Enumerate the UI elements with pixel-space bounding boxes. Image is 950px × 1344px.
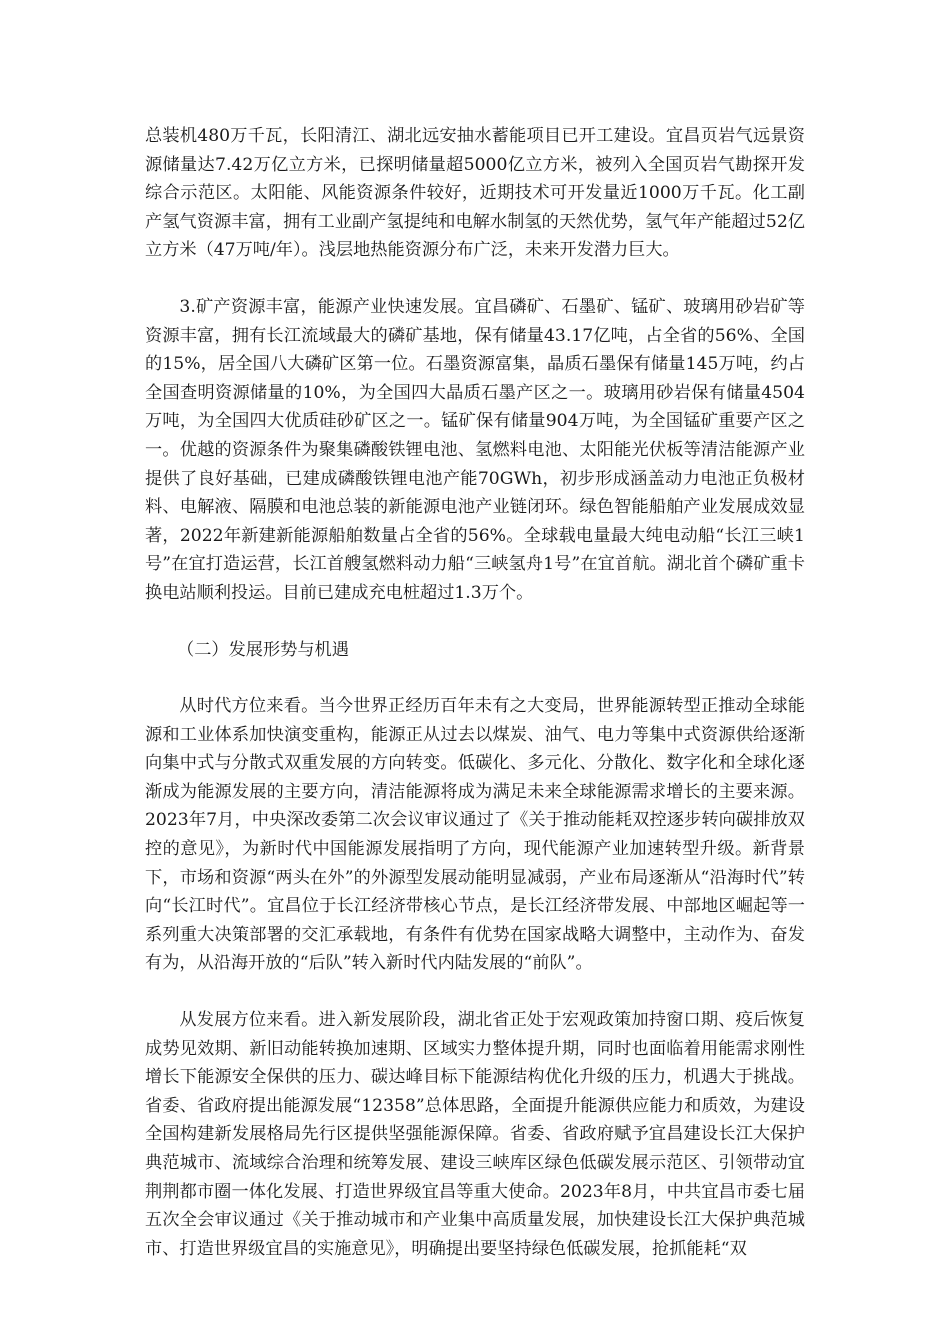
paragraph-mineral-resources: 3.矿产资源丰富，能源产业快速发展。宜昌磷矿、石墨矿、锰矿、玻璃用砂岩矿等资源丰富，拥有长江流域最大的磷矿基地，保有储量43.17亿吨，占全省的56%、全国的15%，居全国八大磷矿区第一位。石墨资源富集，晶质石墨保有储量145万吨，约占全国查明资源储量的10%，为全国四大晶质石墨产区之一。玻璃用砂岩保有储量4504万吨，为全国四大优质硅砂矿区之一。锰矿保有储量904万吨，为全国锰矿重要产区之一。优越的资源条件为聚集磷酸铁锂电池、氢燃料电池、太阳能光伏板等清洁能源产业提供了良好基础，已建成磷酸铁锂电池产能70GWh，初步形成涵盖动力电池正负极材料、电解液、隔膜和电池总装的新能源电池产业链闭环。绿色智能船舶产业发展成效显著，2022年新建新能源船舶数量占全省的56%。全球载电量最大纯电动船“长江三峡1号”在宜打造运营，长江首艘氢燃料动力船“三峡氢舟1号”在宜首航。湖北首个磷矿重卡换电站顺利投运。目前已建成充电桩超过1.3万个。 [145, 296, 805, 603]
paragraph-gap [145, 608, 805, 636]
paragraph-gap [145, 265, 805, 293]
document-body [145, 122, 805, 1263]
section-heading: （二）发展形势与机遇 [177, 639, 349, 660]
paragraph-era-position: 从时代方位来看。当今世界正经历百年未有之大变局，世界能源转型正推动全球能源和工业体系加快演变重构，能源正从过去以煤炭、油气、电力等集中式资源供给逐渐向集中式与分散式双重发展的方向转变。低碳化、多元化、分散化、数字化和全球化逐渐成为能源发展的主要方向，清洁能源将成为满足未来全球能源需求增长的主要来源。2023年7月，中央深改委第二次会议审议通过了《关于推动能耗双控逐步转向碳排放双控的意见》，为新时代中国能源发展指明了方向，现代能源产业加速转型升级。新背景下，市场和资源“两头在外”的外源型发展动能明显减弱，产业布局逐渐从“沿海时代”转向“长江时代”。宜昌位于长江经济带核心节点，是长江经济带发展、中部地区崛起等一系列重大决策部署的交汇承载地，有条件有优势在国家战略大调整中，主动作为、奋发有为，从沿海开放的“后队”转入新时代内陆发展的“前队”。 [145, 696, 805, 974]
paragraph-energy-resources-continued: 总装机480万千瓦，长阳清江、湖北远安抽水蓄能项目已开工建设。宜昌页岩气远景资源储量达7.42万亿立方米，已探明储量超5000亿立方米，被列入全国页岩气勘探开发综合示范区。太阳能、风能资源条件较好，近期技术可开发量近1000万千瓦。化工副产氢气资源丰富，拥有工业副产氢提纯和电解水制氢的天然优势，氢气年产能超过52亿立方米（47万吨/年）。浅层地热能资源分布广泛，未来开发潜力巨大。 [145, 126, 805, 261]
paragraph-gap [145, 978, 805, 1006]
paragraph-development-position: 从发展方位来看。进入新发展阶段，湖北省正处于宏观政策加持窗口期、疫后恢复成势见效期、新旧动能转换加速期、区域实力整体提升期，同时也面临着用能需求刚性增长下能源安全保供的压力、碳达峰目标下能源结构优化升级的压力，机遇大于挑战。省委、省政府提出能源发展“12358”总体思路，全面提升能源供应能力和质效，为建设全国构建新发展格局先行区提供坚强能源保障。省委、省政府赋予宜昌建设长江大保护典范城市、流域综合治理和统筹发展、建设三峡库区绿色低碳发展示范区、引领带动宜荆荆都市圈一体化发展、打造世界级宜昌等重大使命。2023年8月，中共宜昌市委七届五次全会审议通过《关于推动城市和产业集中高质量发展，加快建设长江大保护典范城市、打造世界级宜昌的实施意见》，明确提出要坚持绿色低碳发展，抢抓能耗“双 [145, 1010, 805, 1259]
paragraph-gap [145, 664, 805, 692]
